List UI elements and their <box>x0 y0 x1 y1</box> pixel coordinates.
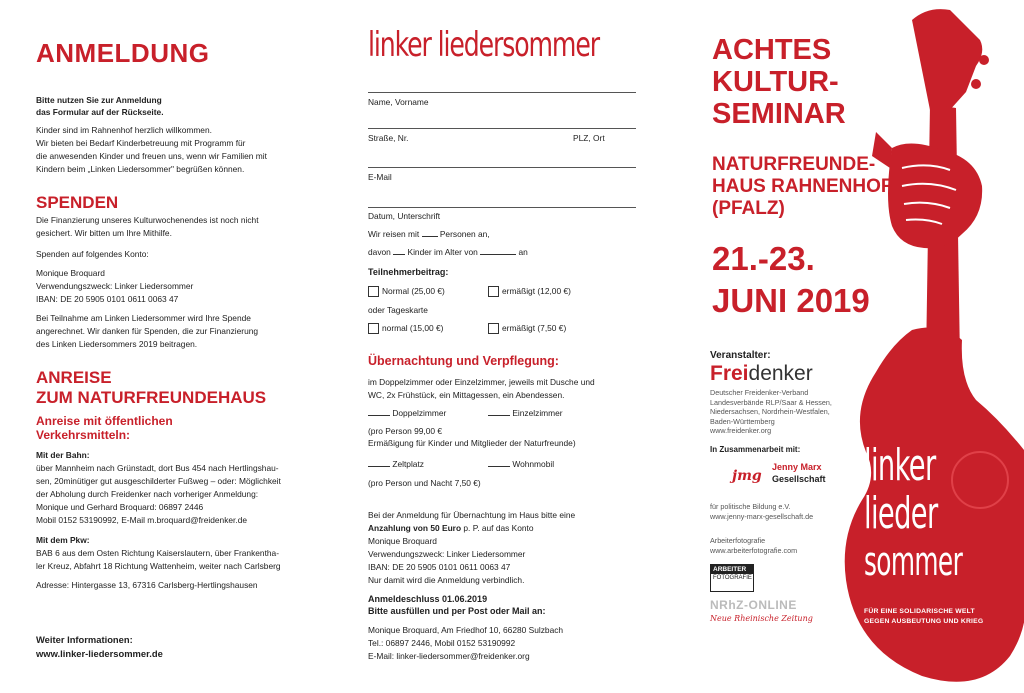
konto-line: Verwendungszweck: Linker Liedersommer <box>36 281 194 291</box>
bahn-line: über Mannheim nach Grünstadt, dort Bus 454 nach Hertlingshau- <box>36 463 279 473</box>
fotografie-logo-line: FOTOGRAFIE <box>713 575 752 581</box>
ermaessigt-7-label: ermäßigt (7,50 €) <box>502 323 567 333</box>
bahn-line: der Abholung durch Freidenker nach vorheriger Anmeldung: <box>36 489 259 499</box>
anreise-title: ANREISE <box>36 368 112 387</box>
ausfuellen-hinweis: Bitte ausfüllen und per Post oder Mail an: <box>368 606 546 616</box>
personen-field[interactable] <box>422 228 438 237</box>
kinder-line: Kinder sind im Rahnenhof herzlich willkommen. <box>36 125 212 135</box>
kinder-line: Wir bieten bei Bedarf Kinderbetreuung mit Programm für <box>36 138 246 148</box>
tageskarte-label: oder Tageskarte <box>368 305 428 315</box>
jenny-marx-line-1: Jenny Marx <box>772 462 822 472</box>
nrhz-subtitle: Neue Rheinische Zeitung <box>710 614 813 623</box>
field-strasse-label: Straße, Nr. <box>368 133 409 143</box>
bahn-line: Monique und Gerhard Broquard: 06897 2446 <box>36 502 204 512</box>
spenden-line: Die Finanzierung unseres Kulturwochenendes ist noch nicht <box>36 215 259 225</box>
guitar-title-line: linker <box>864 440 936 491</box>
field-datum-label: Datum, Unterschrift <box>368 211 441 221</box>
spenden-title: SPENDEN <box>36 193 119 212</box>
anzahlung-line: Nur damit wird die Anmeldung verbindlich. <box>368 575 525 585</box>
einzelzimmer-field[interactable] <box>488 407 510 416</box>
field-name-label: Name, Vorname <box>368 97 429 107</box>
bahn-line: sen, 20minütiger gut ausgeschilderter Fußweg – oder: Möglichkeit <box>36 476 281 486</box>
anzahlung-bold: Anzahlung von 50 Euro <box>368 523 462 533</box>
bahn-title: Mit der Bahn: <box>36 450 90 460</box>
freidenker-logo-a: Frei <box>710 362 749 385</box>
form-line <box>368 128 636 129</box>
anzahlung-line-1: Bei der Anmeldung für Übernachtung im Haus bitte eine <box>368 510 576 520</box>
guitar-subtitle: FÜR EINE SOLIDARISCHE WELT <box>864 608 975 615</box>
oeffentlich-title: Anreise mit öffentlichen <box>36 414 173 428</box>
checkbox-ermaessigt-12[interactable] <box>488 286 499 297</box>
kinder-field[interactable] <box>393 246 405 255</box>
uebernachtung-title: Übernachtung und Verpflegung: <box>368 354 559 368</box>
pkw-line: BAB 6 aus dem Osten Richtung Kaiserslautern, über Frankentha- <box>36 548 280 558</box>
field-plz-label: PLZ, Ort <box>573 133 605 143</box>
adresse: Adresse: Hintergasse 13, 67316 Carlsberg-Hertlingshausen <box>36 580 258 590</box>
verband-line: Niedersachsen, Nordrhein-Westfalen, <box>710 407 830 417</box>
anmeldung-intro-2: das Formular auf der Rückseite. <box>36 107 164 117</box>
doppelzimmer-label: Doppelzimmer <box>392 408 447 418</box>
date-line: JUNI 2019 <box>712 282 870 319</box>
wohnmobil-field[interactable] <box>488 458 510 467</box>
ermaessigt-12-label: ermäßigt (12,00 €) <box>502 286 571 296</box>
freidenker-logo-b: denker <box>748 362 813 385</box>
pkw-title: Mit dem Pkw: <box>36 535 90 545</box>
form-line <box>368 207 636 208</box>
konto-line: Monique Broquard <box>36 268 105 278</box>
zimmer-row <box>368 407 446 420</box>
davon-row <box>368 246 528 259</box>
oeffentlich-title-2: Verkehrsmitteln: <box>36 428 131 442</box>
zeltplatz-field[interactable] <box>368 458 390 467</box>
foto-line: Arbeiterfotografie <box>710 536 766 545</box>
guitar-subtitle: GEGEN AUSBEUTUNG UND KRIEG <box>864 618 984 625</box>
verband-line: Deutscher Freidenker-Verband <box>710 388 809 397</box>
kinder-line: die anwesenden Kinder und freuen uns, wenn wir Familien mit <box>36 151 267 161</box>
form-line <box>368 92 636 93</box>
anzahlung-line: Verwendungszweck: Linker Liedersommer <box>368 549 526 559</box>
doppelzimmer-field[interactable] <box>368 407 390 416</box>
kontakt-line: Tel.: 06897 2446, Mobil 0152 53190992 <box>368 638 516 648</box>
guitar-title-line: sommer <box>864 539 963 585</box>
place-line: HAUS RAHNENHOF <box>712 176 893 197</box>
konto-line: IBAN: DE 20 5905 0101 0611 0063 47 <box>36 294 179 304</box>
foto-text <box>710 536 797 555</box>
pkw-line: ler Kreuz, Abfahrt 18 Richtung Wattenheim, weiter nach Carlsberg <box>36 561 281 571</box>
checkbox-ermaessigt-7[interactable] <box>488 323 499 334</box>
normal-25-label: Normal (25,00 €) <box>382 286 445 296</box>
teilnahme-line: Bei Teilnahme am Linken Liedersommer wird Ihre Spende <box>36 313 251 323</box>
bildung-text <box>710 502 813 521</box>
jmg-url-link[interactable]: www.jenny-marx-gesellschaft.de <box>710 511 814 521</box>
jenny-marx-line-2: Gesellschaft <box>772 474 826 484</box>
place-line: (PFALZ) <box>712 198 785 219</box>
anzahlung-line-2 <box>368 522 534 535</box>
nrhz-logo: NRhZ-ONLINE <box>710 598 797 612</box>
weiter-title: Weiter Informationen: <box>36 634 133 645</box>
verband-text <box>710 388 832 436</box>
einzel-row <box>488 407 563 420</box>
pro-person-99: (pro Person 99,00 € <box>368 426 443 436</box>
arbeiter-logo-line: ARBEITER <box>711 565 753 574</box>
bahn-line: Mobil 0152 53190992, E-Mail m.broquard@freidenker.de <box>36 515 248 525</box>
davon-label-c: an <box>518 247 528 257</box>
anreise-title-2: ZUM NATURFREUNDEHAUS <box>36 388 267 407</box>
einzelzimmer-label: Einzelzimmer <box>512 408 563 418</box>
anzahlung-rest: p. P. auf das Konto <box>461 523 534 533</box>
ermaessigung-line: Ermäßigung für Kinder und Mitglieder der Naturfreunde) <box>368 438 576 448</box>
jmg-logo <box>732 460 762 492</box>
anmeldung-title: ANMELDUNG <box>36 38 210 68</box>
title-line: SEMINAR <box>712 98 846 130</box>
normal-15-label: normal (15,00 €) <box>382 323 444 333</box>
bildung-line: für politische Bildung e.V. <box>710 502 791 511</box>
form-panel <box>340 0 680 693</box>
left-panel <box>0 0 340 693</box>
checkbox-normal-25[interactable] <box>368 286 379 297</box>
reisen-row <box>368 228 490 241</box>
alter-field[interactable] <box>480 246 516 255</box>
guitar-title-line: lieder <box>864 488 938 539</box>
beitrag-title: Teilnehmerbeitrag: <box>368 267 449 277</box>
zelt-row <box>368 458 424 471</box>
weiter-url-link[interactable]: www.linker-liedersommer.de <box>36 648 163 659</box>
date-line: 21.-23. <box>712 240 815 277</box>
davon-label-b: Kinder im Alter von <box>407 247 478 257</box>
anmeldung-intro-1: Bitte nutzen Sie zur Anmeldung <box>36 95 162 105</box>
verband-line: Baden-Württemberg <box>710 416 775 426</box>
anmeldeschluss: Anmeldeschluss 01.06.2019 <box>368 594 488 604</box>
anzahlung-line: IBAN: DE 20 5905 0101 0611 0063 47 <box>368 562 511 572</box>
freidenker-url-link[interactable]: www.freidenker.org <box>710 426 772 436</box>
reisen-label-a: Wir reisen mit <box>368 229 420 239</box>
cover-panel <box>680 0 1024 693</box>
zeltplatz-label: Zeltplatz <box>392 459 424 469</box>
verband-line: Landesverbände RLP/Saar & Hessen, <box>710 397 832 407</box>
kinder-line: Kindern beim „Linken Liedersommer" begrüßen können. <box>36 164 245 174</box>
place-line: NATURFREUNDE- <box>712 154 876 175</box>
wohnmobil-label: Wohnmobil <box>512 459 555 469</box>
spenden-line: gesichert. Wir bitten um Ihre Mithilfe. <box>36 228 172 238</box>
kontakt-email-link[interactable]: E-Mail: linker-liedersommer@freidenker.org <box>368 651 530 661</box>
teilnahme-line: angerechnet. Wir danken für Spenden, die zur Finanzierung <box>36 326 259 336</box>
arbeiterfotografie-logo <box>710 564 754 592</box>
title-line: ACHTES <box>712 34 832 66</box>
pro-person-7: (pro Person und Nacht 7,50 €) <box>368 478 481 488</box>
reisen-label-b: Personen an, <box>439 229 490 239</box>
teilnahme-line: des Linken Liedersommers 2019 beitragen. <box>36 339 198 349</box>
form-line <box>368 167 636 168</box>
konto-intro: Spenden auf folgendes Konto: <box>36 249 149 259</box>
zusammen-label: In Zusammenarbeit mit: <box>710 445 801 454</box>
title-line: KULTUR- <box>712 66 839 98</box>
davon-label-a: davon <box>368 247 391 257</box>
field-email-label: E-Mail <box>368 172 392 182</box>
uebernachtung-line: WC, 2x Frühstück, ein Mittagessen, ein Abendessen. <box>368 390 565 400</box>
logo-linker-liedersommer: linker liedersommer <box>368 25 599 65</box>
freidenker-logo <box>710 362 813 386</box>
jmg-logo-text: jmg <box>732 468 762 484</box>
arbeiterfotografie-url-link[interactable]: www.arbeiterfotografie.com <box>710 545 798 555</box>
kontakt-line: Monique Broquard, Am Friedhof 10, 66280 Sulzbach <box>368 625 564 635</box>
veranstalter-label: Veranstalter: <box>710 350 771 361</box>
checkbox-normal-15[interactable] <box>368 323 379 334</box>
wohnmobil-row <box>488 458 554 471</box>
uebernachtung-line: im Doppelzimmer oder Einzelzimmer, jeweils mit Dusche und <box>368 377 595 387</box>
anzahlung-line: Monique Broquard <box>368 536 437 546</box>
